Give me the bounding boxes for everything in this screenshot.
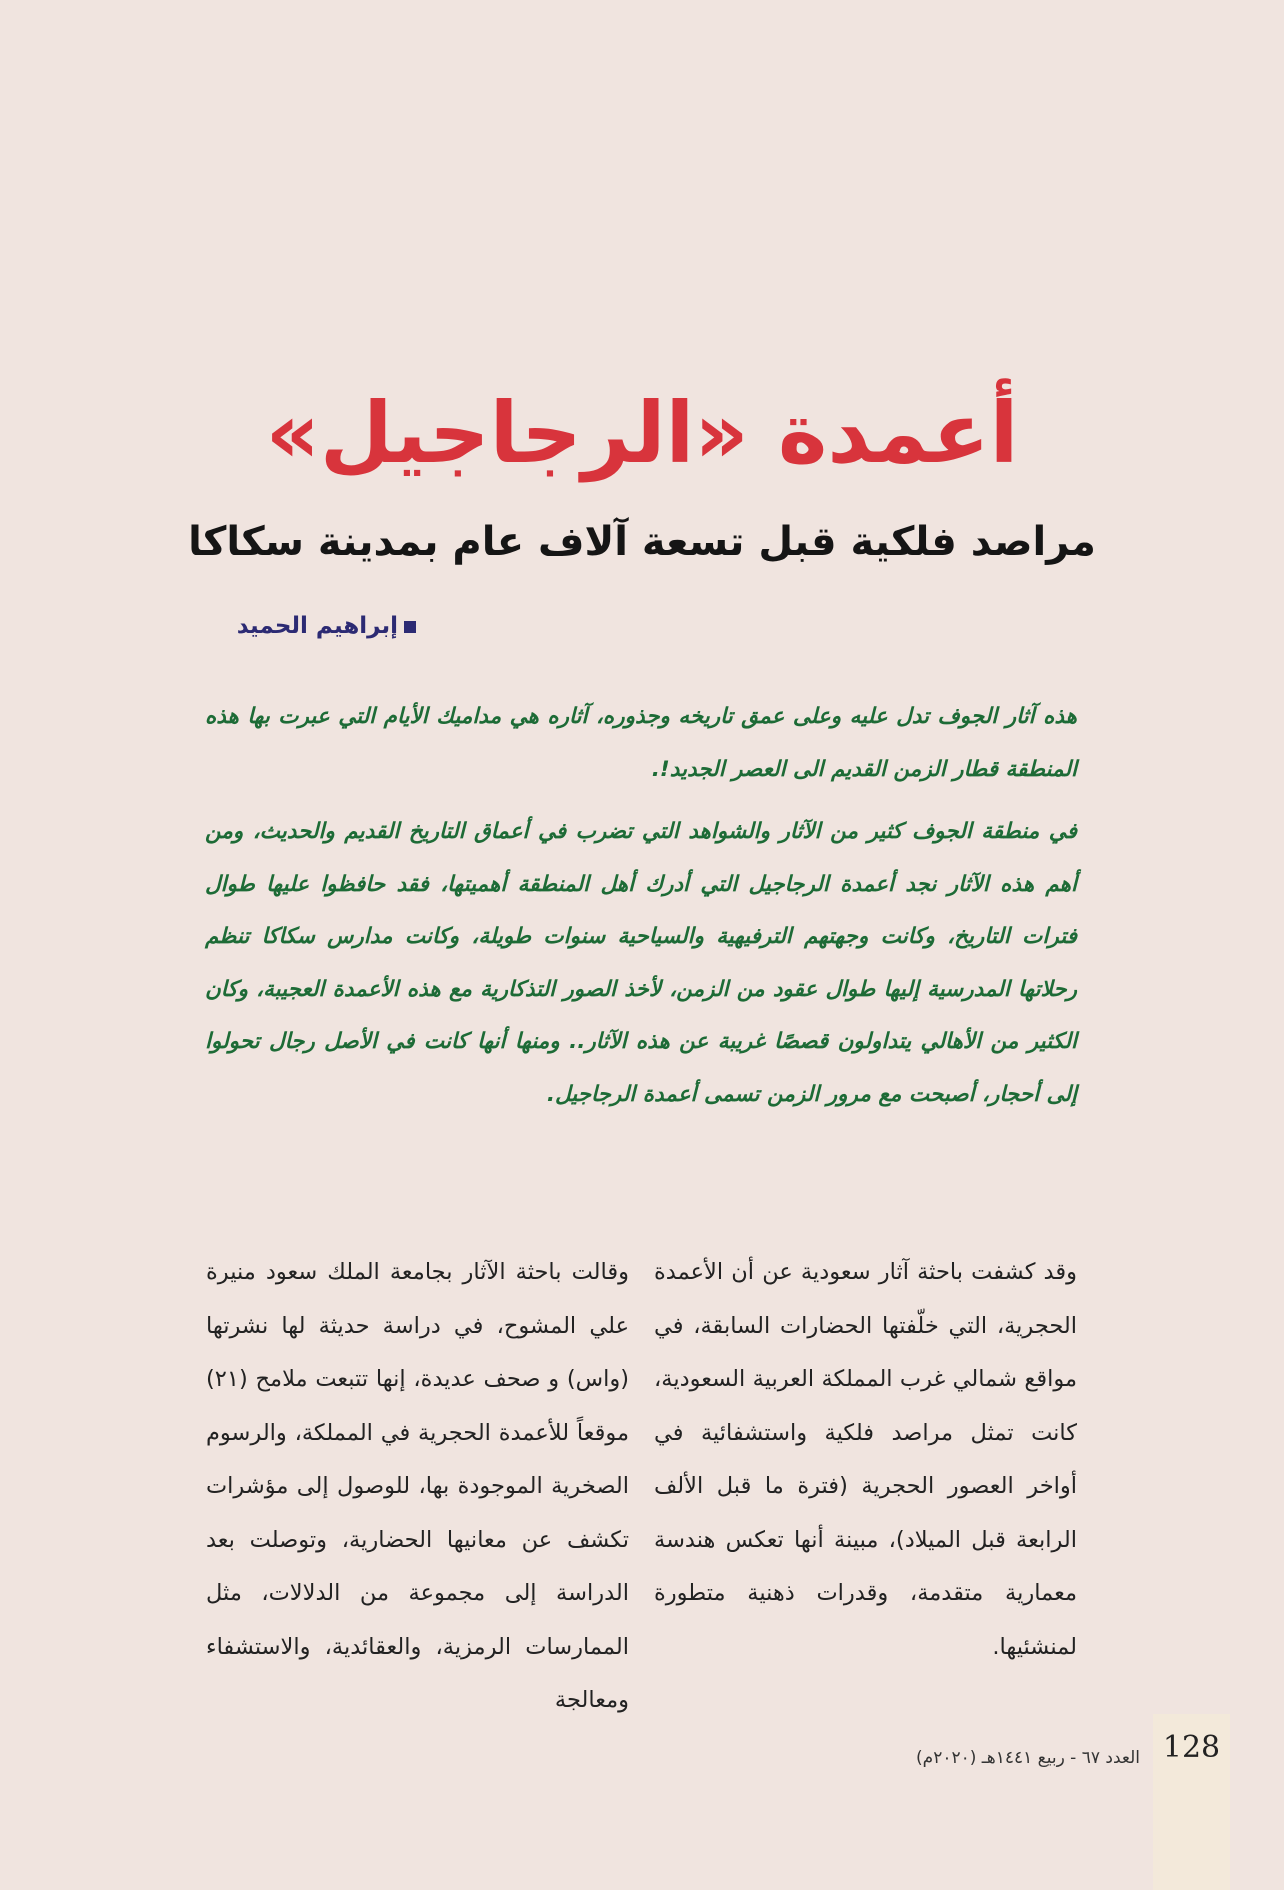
article-subtitle: مراصد فلكية قبل تسعة آلاف عام بمدينة سكاكا	[188, 519, 1096, 565]
author-name: إبراهيم الحميد	[236, 613, 398, 639]
issue-footer: العدد ٦٧ - ربيع ١٤٤١هـ (٢٠٢٠م)	[916, 1748, 1140, 1768]
article-title: أعمدة «الرجاجيل»	[265, 384, 1019, 482]
intro-paragraph-2: في منطقة الجوف كثير من الآثار والشواهد التي تضرب في أعماق التاريخ القديم والحديث، ومن أهم هذه الآثار نجد أعمدة الرجاجيل التي أدرك أهل المنطقة أهميتها، فقد حافظوا عليها طوال فترات التاريخ، وكانت وجهتهم الترفيهية والسياحية سنوات طويلة، وكانت مدارس سكاكا تنظم رحلاتها المدرسية إليها طوال عقود من الزمن، لأخذ الصور التذكارية مع هذه الأعمدة العجيبة، وكان الكثير من الأهالي يتداولون قصصًا غريبة عن هذه الآثار.. ومنها أنها كانت في الأصل رجال تحولوا إلى أحجار، أصبحت مع مرور الزمن تسمى أعمدة الرجاجيل.	[205, 819, 1077, 1107]
body-column-left: وقالت باحثة الآثار بجامعة الملك سعود منيرة علي المشوح، في دراسة حديثة لها نشرتها (واس) و صحف عديدة، إنها تتبعت ملامح (٢١) موقعاً للأعمدة الحجرية في المملكة، والرسوم الصخرية الموجودة بها، للوصول إلى مؤشرات تكشف عن معانيها الحضارية، وتوصلت بعد الدراسة إلى مجموعة من الدلالات، مثل الممارسات الرمزية، والعقائدية، والاستشفاء ومعالجة	[206, 1259, 629, 1713]
intro-paragraph-1: هذه آثار الجوف تدل عليه وعلى عمق تاريخه وجذوره، آثاره هي مداميك الأيام التي عبرت بها هذه المنطقة قطار الزمن القديم الى العصر الجديد!.	[205, 704, 1077, 782]
body-column-right: وقد كشفت باحثة آثار سعودية عن أن الأعمدة الحجرية، التي خلّفتها الحضارات السابقة، في مواقع شمالي غرب المملكة العربية السعودية، كانت تمثل مراصد فلكية واستشفائية في أواخر العصور الحجرية (فترة ما قبل الألف الرابعة قبل الميلاد)، مبينة أنها تعكس هندسة معمارية متقدمة، وقدرات ذهنية متطورة لمنشئيها.	[654, 1259, 1077, 1660]
bullet-square-icon	[404, 621, 416, 633]
author-byline	[196, 608, 416, 644]
page-number: 128	[1162, 1730, 1221, 1765]
